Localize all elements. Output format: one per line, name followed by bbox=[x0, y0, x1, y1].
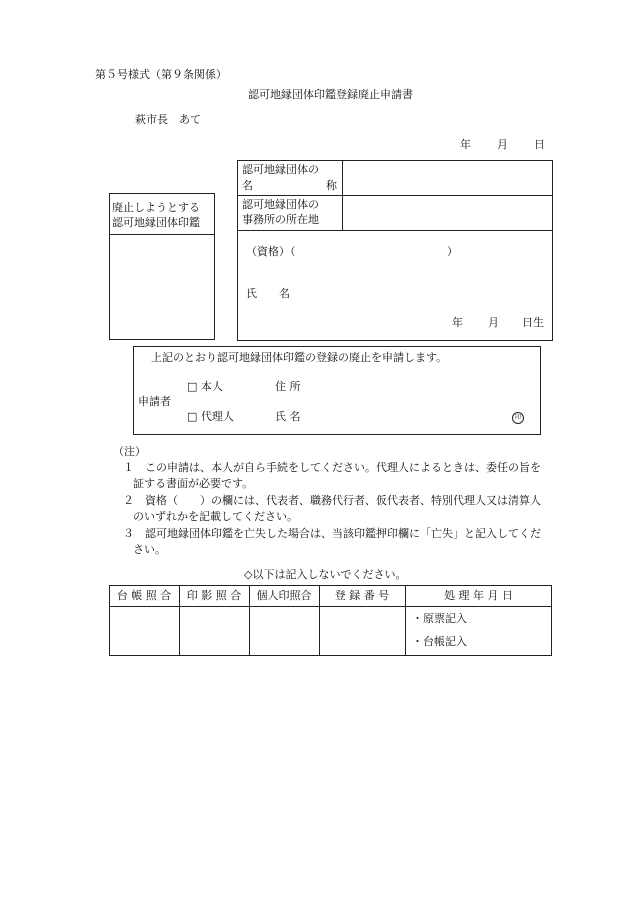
form-title: 認可地縁団体印鑑登録廃止申請書 bbox=[248, 88, 413, 101]
qualification-label: （資格）（ bbox=[246, 245, 296, 258]
birth-month-label: 月 bbox=[488, 316, 499, 329]
applicant-name-label: 氏 名 bbox=[275, 410, 301, 423]
representative-name-label: 氏 名 bbox=[246, 287, 290, 300]
note-2-line2: のいずれかを記載してください。 bbox=[133, 510, 298, 523]
note-1-line2: 証する書面が必要です。 bbox=[133, 477, 254, 490]
applicant-address-field[interactable] bbox=[315, 377, 535, 394]
association-name-label-line1: 認可地縁団体の bbox=[242, 163, 319, 176]
addressee: 萩市長 あて bbox=[135, 113, 201, 126]
qualification-field[interactable] bbox=[300, 242, 440, 260]
note-3-line1: ３ 認可地縁団体印鑑を亡失した場合は、当該印鑑押印欄に「亡失」と記入してくだ bbox=[123, 527, 541, 540]
association-name-field[interactable] bbox=[344, 162, 551, 194]
notes-heading: （注） bbox=[113, 445, 146, 458]
info-row-divider-1 bbox=[237, 195, 553, 196]
seal-mark-glyph: 印 bbox=[512, 412, 524, 424]
date-year-label: 年 bbox=[460, 138, 471, 151]
date-month-label: 月 bbox=[497, 138, 508, 151]
office-item-ledger-entry: ・台帳記入 bbox=[412, 635, 467, 648]
qualification-close: ） bbox=[447, 245, 458, 258]
office-address-label-line2: 事務所の所在地 bbox=[242, 213, 319, 226]
association-name-label-line2a: 名 bbox=[242, 179, 253, 192]
office-header-registration-number: 登 録 番 号 bbox=[334, 589, 390, 602]
note-2-line1: ２ 資格（ ）の欄には、代表者、職務代行者、仮代表者、特別代理人又は清算人 bbox=[123, 494, 541, 507]
seal-impression-area[interactable] bbox=[110, 236, 214, 339]
applicant-address-label: 住 所 bbox=[275, 380, 301, 393]
agent-option-checkbox[interactable]: □ 代理人 bbox=[187, 410, 234, 423]
info-row-divider-2 bbox=[237, 230, 553, 231]
seal-box-divider bbox=[109, 234, 215, 235]
office-use-caption: ◇以下は記入しないでください。 bbox=[244, 568, 407, 581]
seal-box-label-line2: 認可地縁団体印鑑 bbox=[112, 216, 200, 229]
self-option-checkbox[interactable]: □ 本人 bbox=[187, 380, 223, 393]
birth-day-label: 日生 bbox=[522, 316, 544, 329]
info-col-divider bbox=[342, 160, 343, 231]
birth-year-label: 年 bbox=[452, 316, 463, 329]
office-use-header-divider bbox=[109, 606, 552, 607]
applicant-name-field[interactable] bbox=[315, 407, 505, 424]
office-header-processing-date: 処 理 年 月 日 bbox=[444, 589, 513, 602]
seal-mark-icon bbox=[512, 409, 524, 424]
seal-box-label-line1: 廃止しようとする bbox=[112, 201, 200, 214]
application-statement: 上記のとおり認可地縁団体印鑑の登録の廃止を申請します。 bbox=[151, 351, 448, 364]
office-header-personal-seal-check: 個人印照合 bbox=[256, 589, 312, 602]
applicant-label: 申請者 bbox=[138, 395, 171, 408]
note-1-line1: １ この申請は、本人が自ら手続をしてください。代理人によるときは、委任の旨を bbox=[123, 461, 541, 474]
association-name-label-line2b: 称 bbox=[326, 179, 337, 192]
office-item-original-entry: ・原票記入 bbox=[412, 612, 467, 625]
office-address-label-line1: 認可地縁団体の bbox=[242, 198, 319, 211]
office-header-seal-check: 印 影 照 合 bbox=[186, 589, 242, 602]
office-address-field[interactable] bbox=[344, 197, 551, 229]
form-number: 第５号様式（第９条関係） bbox=[95, 68, 227, 81]
representative-name-field[interactable] bbox=[300, 283, 540, 301]
note-3-line2: さい。 bbox=[133, 543, 166, 556]
date-day-label: 日 bbox=[534, 138, 545, 151]
office-header-ledger-check: 台 帳 照 合 bbox=[116, 589, 172, 602]
